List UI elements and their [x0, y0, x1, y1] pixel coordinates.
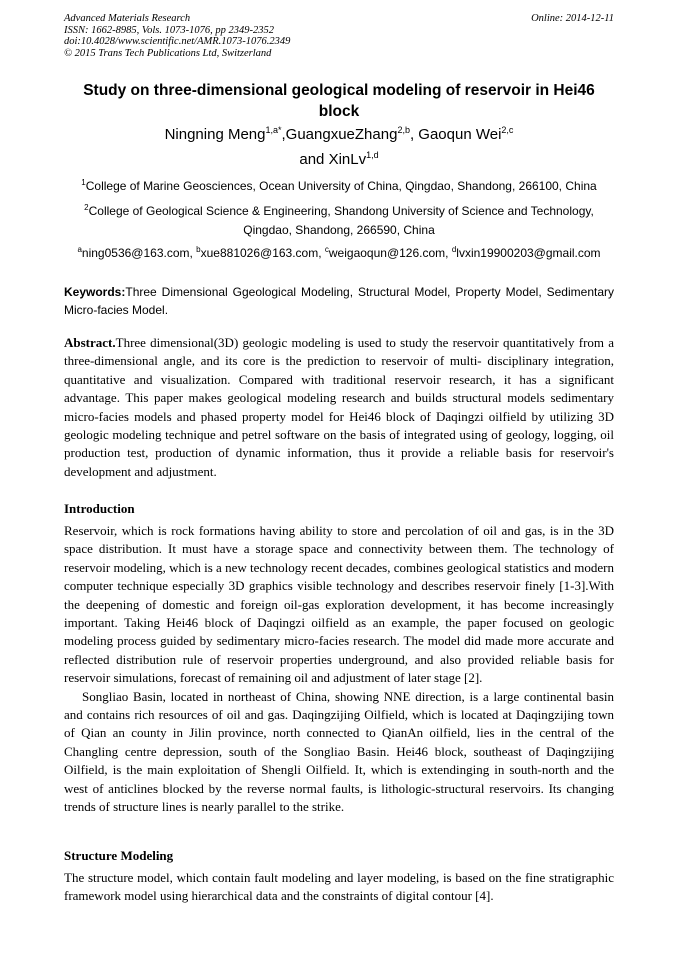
email-superscript: c [324, 245, 329, 254]
keywords [64, 283, 614, 319]
affiliation-text: College of Geological Science & Engineering, Shandong University of Science and Technology, Qingdao, Shandong, 266590, China [88, 204, 594, 237]
author-name: Ningning Meng [164, 126, 266, 143]
affiliation-text: College of Marine Geosciences, Ocean University of China, Qingdao, Shandong, 266100, China [85, 179, 597, 193]
email-superscript: b [196, 245, 201, 254]
author-name: GuangxueZhang [285, 126, 398, 143]
copyright-line: © 2015 Trans Tech Publications Ltd, Switzerland [64, 47, 272, 59]
introduction-paragraph-2: Songliao Basin, located in northeast of China, showing NNE direction, is a large continental basin and contains rich resources of oil and gas. Daqingzijing Oilfield, which is located at Daqingzijing town of Qian an county in Jilin province, north connected to QianAn oilfield, lies in the central of the Changling centre depression, south of the Songliao Basin. Hei46 block, southeast of Daqingzijing Oilfield, is the main exploitation of Shengli Oilfield. It, which is extendinging in south-north and the west of anticlines blocked by the reverse normal faults, is lithologic-structural reservoirs. Its changing trends of structure lines is nearly parallel to the strike. [64, 688, 614, 815]
introduction-section [64, 522, 614, 817]
author-separator: , [281, 126, 286, 143]
online-date: Online: 2014-12-11 [531, 13, 614, 24]
keywords-label: Keywords: [64, 285, 126, 299]
author-line-1 [60, 122, 618, 147]
abstract-text: Three dimensional(3D) geologic modeling is used to study the reservoir quantitatively from a three-dimensional angle, and its core is the prediction to reservoir of multi- disciplinary integration, quantitative and visualization. Compared with traditional reservoir research, it has a significant advantage. This paper makes geological modeling research and builds structural models sedimentary micro-facies models and phased property model for Hei46 block of Daqingzi oilfield by utilizing 3D geologic modeling technique and petrel software on the basis of integrated using of geology, logging, oil production test, production of dynamic information, thus it provide a reliable basis for reservoir's development and adjustment. [64, 335, 614, 479]
journal-name: Advanced Materials Research [64, 13, 191, 24]
introduction-heading: Introduction [64, 501, 135, 516]
paper-title: Study on three-dimensional geological modeling of reservoir in Hei46 block [83, 82, 595, 120]
author-superscript: 2,c [501, 125, 514, 135]
structure-modeling-heading: Structure Modeling [64, 848, 174, 863]
email-superscript: d [451, 245, 457, 254]
structure-modeling-paragraph: The structure model, which contain fault modeling and layer modeling, is based on the fine stratigraphic framework model using hierarchical data and the constraints of digital contour [4]. [64, 870, 614, 904]
author-superscript: 1,a* [265, 125, 282, 135]
doi-line: doi:10.4028/www.scientific.net/AMR.1073-1076.2349 [64, 36, 291, 47]
email-text: lvxin19900203@gmail.com [456, 246, 601, 260]
author-name: and XinLv [299, 151, 367, 168]
email-text: ning0536@163.com, [81, 246, 197, 260]
author-name: Gaoqun Wei [418, 126, 502, 143]
email-text: xue881026@163.com, [200, 246, 325, 260]
email-superscript: a [77, 245, 82, 254]
affiliation-1 [64, 177, 614, 196]
introduction-paragraph-1: Reservoir, which is rock formations having ability to store and percolation of oil and gas, is in the 3D space distribution. It must have a storage space and connectivity between them. The technology of reservoir modeling, which is a new technology recent decades, combines geological statistics and modern computer technique especially 3D graphics visible technology and describes reservoir finely [1-3].With the deepening of domestic and foreign oil-gas exploration development, it has become increasingly important. Taking Hei46 block of Daqingzi oilfield as an example, the paper focused on geologic modeling process guided by sedimentary micro-facies research. The model did made more accurate and reflected distribution rule of reservoir properties underground, and also provided reliable basis for reservoir simulations, forecast of remaining oil and adjustment of later stage [2]. [64, 523, 614, 686]
issn-line: ISSN: 1662-8985, Vols. 1073-1076, pp 2349-2352 [64, 24, 274, 36]
affiliation-superscript: 2 [84, 203, 89, 212]
keywords-text: Three Dimensional Ggeological Modeling, Structural Model, Property Model, Sedimentary Micro-facies Model. [64, 285, 614, 317]
author-superscript: 2,b [397, 125, 410, 135]
journal-header [64, 13, 614, 59]
author-line-2 [60, 147, 618, 172]
author-superscript: 1,d [366, 150, 379, 160]
author-separator: , [409, 126, 419, 143]
affiliation-superscript: 1 [81, 178, 86, 187]
affiliation-2 [70, 202, 608, 240]
abstract [64, 334, 614, 481]
email-line [64, 244, 614, 263]
abstract-label: Abstract. [64, 335, 116, 350]
email-text: weigaoqun@126.com, [328, 246, 452, 260]
author-list [60, 122, 618, 172]
